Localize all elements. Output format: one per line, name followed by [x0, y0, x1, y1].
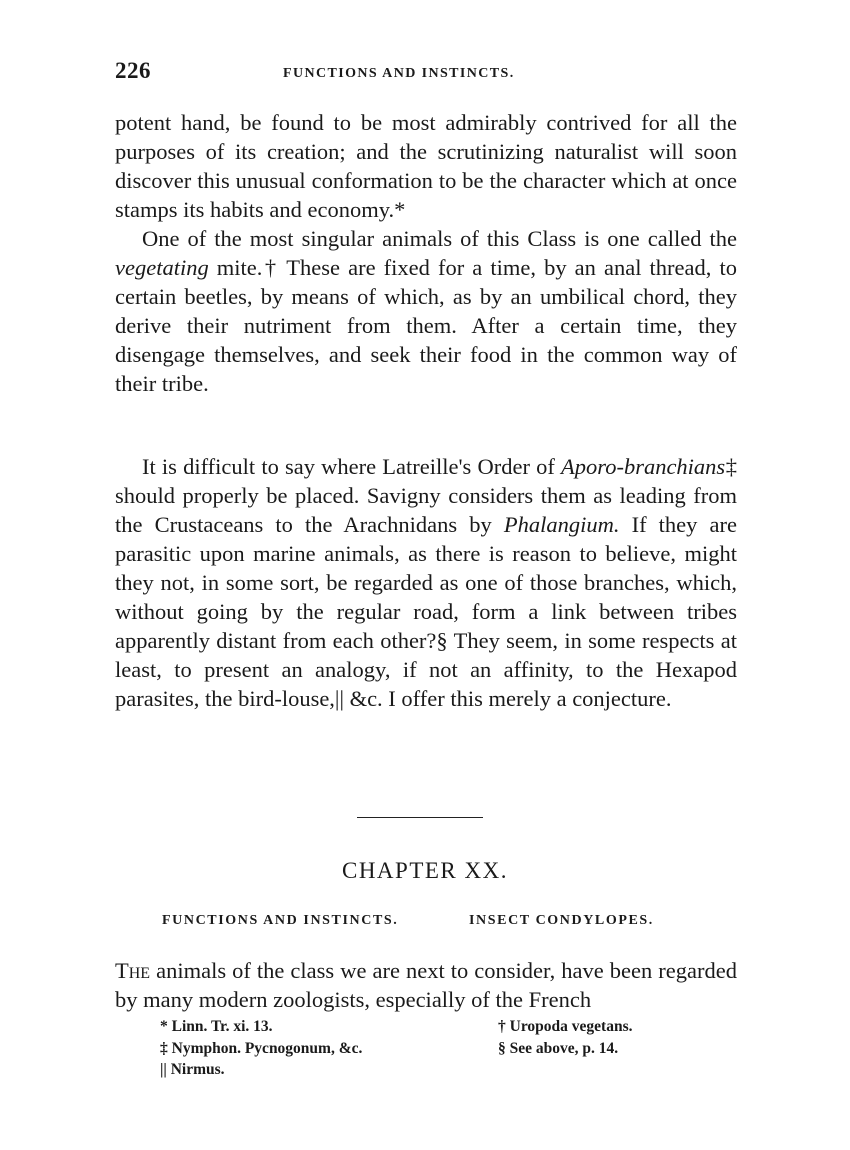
chapter-subtitle-part1: FUNCTIONS AND INSTINCTS. — [162, 913, 399, 928]
footnote: † Uropoda vegetans. — [498, 1018, 633, 1035]
italic-term: Phalangium. — [503, 512, 620, 537]
paragraph-continuation — [115, 108, 737, 224]
paragraph-text: It is difficult to say where Latreille's Order of — [142, 454, 562, 479]
footnotes — [160, 1016, 720, 1081]
paragraph-text: animals of the class we are next to consider, have been regarded by many modern zoologists, especially of the French — [115, 958, 737, 1012]
footnote: ‡ Nymphon. Pycnogonum, &c. — [160, 1039, 363, 1057]
footnote: || Nirmus. — [160, 1061, 225, 1078]
paragraph-text: If they are parasitic upon marine animals, as there is reason to believe, might they not, in some sort, be regarded as one of those branches, which, without going by the regular road, form a link between tribes apparently distant from each other?§ They seem, in some respects at least, to present an analogy, if not an affinity, to the Hexapod parasites, the bird-louse,|| &c. I offer this merely a conjecture. — [115, 512, 737, 711]
italic-term: Aporo-branchians — [561, 454, 726, 479]
running-head: FUNCTIONS AND INSTINCTS. — [283, 66, 515, 81]
paragraph-opening — [115, 956, 737, 1014]
chapter-subtitle-part2: INSECT CONDYLOPES. — [469, 913, 654, 928]
paragraph-vegetating-mite — [115, 224, 737, 398]
paragraph-text: mite.† These are fixed for a time, by an anal thread, to certain beetles, by means of which, as by an umbilical chord, they derive their nutriment from them. After a certain time, they disengage themselves, and seek their food in the common way of their tribe. — [115, 255, 737, 396]
footnote-row — [160, 1038, 720, 1060]
paragraph-text: ‡ should properly be placed. Savigny considers them as leading from the Crustaceans to the Arachnidans by — [115, 454, 737, 537]
section-divider — [357, 817, 483, 818]
body-text-chapter-start — [115, 956, 737, 1014]
chapter-title: CHAPTER XX. — [341, 858, 508, 883]
paragraph-aporobranchians — [115, 452, 737, 713]
body-text-top — [115, 108, 737, 398]
paragraph-text: potent hand, be found to be most admirably contrived for all the purposes of its creation; and the scrutinizing naturalist will soon discover this unusual conformation to be the character which at once stamps its habits and economy.* — [115, 110, 737, 222]
footnote-row — [160, 1016, 720, 1038]
page-number: 226 — [115, 58, 151, 83]
paragraph-text: One of the most singular animals of this Class is one called the — [142, 226, 737, 251]
body-text-middle — [115, 452, 737, 713]
chapter-subtitle — [162, 913, 692, 929]
footnote-row — [160, 1059, 720, 1081]
opening-word: The — [115, 958, 151, 983]
footnote: § See above, p. 14. — [498, 1039, 619, 1057]
page-header — [115, 58, 737, 88]
italic-term: vegetating — [115, 255, 209, 280]
footnote: * Linn. Tr. xi. 13. — [160, 1018, 273, 1035]
